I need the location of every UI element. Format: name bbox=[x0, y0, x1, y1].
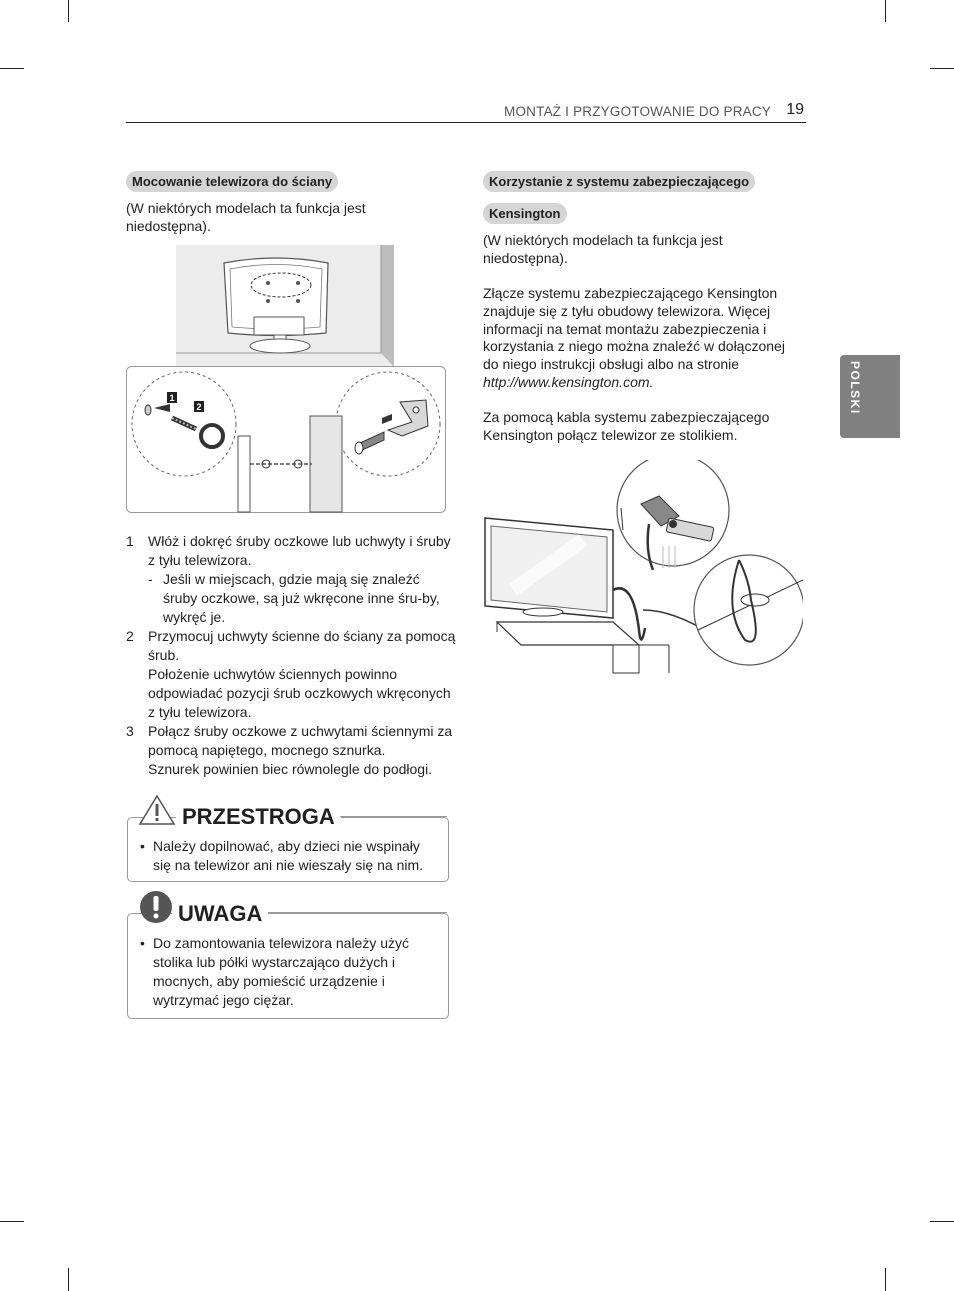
caution-rule bbox=[340, 816, 447, 817]
language-tab-label: POLSKI bbox=[848, 361, 862, 415]
caution-text: Należy dopilnować, aby dzieci nie wspinały się na telewizor ani nie wieszały się na nim. bbox=[153, 838, 424, 873]
right-note-text: (W niektórych modelach ta funkcja jest niedostępna). bbox=[483, 232, 723, 266]
list-sub-item bbox=[126, 570, 456, 627]
note-bullet bbox=[140, 934, 440, 1010]
bullet-dot: • bbox=[140, 838, 145, 854]
bullet-dot: • bbox=[140, 935, 145, 951]
step-text: Włóż i dokręć śruby oczkowe lub uchwyty i śruby z tyłu telewizora. bbox=[148, 533, 451, 568]
page-header bbox=[126, 100, 806, 123]
note-rule bbox=[268, 912, 447, 913]
eye-bolt-bracket-illustration bbox=[126, 366, 446, 514]
crop-mark bbox=[930, 68, 954, 69]
tv-back-wall-illustration bbox=[176, 245, 394, 367]
right-text bbox=[483, 232, 798, 444]
wall-mount-steps bbox=[126, 532, 456, 779]
dash-marker: - bbox=[148, 571, 153, 587]
step-extra-text: Położenie uchwytów ściennych powinno odpowiadać pozycji śrub oczkowych wkręconych z tyłu telewizora. bbox=[148, 666, 451, 720]
list-item bbox=[126, 532, 456, 570]
kensington-description: Złącze systemu zabezpieczającego Kensington znajduje się z tyłu obudowy telewizora. Więcej informacji na temat montażu zabezpieczenia i korzystania z niego można znaleźć w dołączonej do niego instrukcji obsługi albo na stronie bbox=[483, 285, 785, 372]
crop-mark bbox=[68, 0, 69, 22]
section-title-wall-mount: Mocowanie telewizora do ściany bbox=[126, 171, 338, 192]
crop-mark bbox=[930, 1221, 954, 1222]
step-sub-text: Jeśli w miejscach, gdzie mają się znaleźć śruby oczkowe, są już wkręcone inne śru-by, wykręć je. bbox=[163, 571, 440, 625]
crop-mark bbox=[68, 1268, 69, 1291]
left-note-text: (W niektórych modelach ta funkcja jest niedostępna). bbox=[126, 200, 366, 234]
caution-title: PRZESTROGA bbox=[176, 804, 341, 830]
step-number: 2 bbox=[126, 628, 134, 644]
kensington-url[interactable]: http://www.kensington.com. bbox=[483, 373, 654, 390]
crop-mark bbox=[0, 1221, 24, 1222]
figure-label-1: 1 bbox=[169, 393, 175, 403]
note-text: Do zamontowania telewizora należy użyć stolika lub półki wystarczająco dużych i mocnych, aby pomieścić urządzenie i wytrzymać jego ciężar. bbox=[153, 935, 410, 1008]
crop-mark bbox=[0, 68, 24, 69]
list-item bbox=[126, 627, 456, 722]
step-text: Przymocuj uchwyty ścienne do ściany za pomocą śrub. bbox=[148, 628, 456, 663]
language-tab bbox=[840, 355, 900, 438]
list-item bbox=[126, 722, 456, 779]
crop-mark bbox=[885, 0, 886, 22]
header-title: MONTAŻ I PRZYGOTOWANIE DO PRACY bbox=[504, 104, 771, 119]
subsection-title-kensington: Kensington bbox=[483, 203, 567, 224]
crop-mark bbox=[885, 1268, 886, 1291]
section-title-kensington: Korzystanie z systemu zabezpieczającego bbox=[483, 171, 755, 192]
page-number: 19 bbox=[786, 101, 804, 118]
warning-triangle-icon bbox=[138, 794, 176, 826]
step-number: 3 bbox=[126, 723, 134, 739]
kensington-instruction: Za pomocą kabla systemu zabezpieczającego Kensington połącz telewizor ze stolikiem. bbox=[483, 409, 770, 443]
kensington-lock-illustration bbox=[483, 460, 803, 675]
caution-bullet bbox=[140, 837, 440, 875]
step-text: Połącz śruby oczkowe z uchwytami ściennymi za pomocą napiętego, mocnego sznurka. bbox=[148, 723, 453, 758]
figure-label-2: 2 bbox=[196, 402, 202, 412]
step-number: 1 bbox=[126, 533, 134, 549]
note-title: UWAGA bbox=[172, 901, 268, 927]
step-extra-text: Sznurek powinien biec równolegle do podłogi. bbox=[148, 761, 433, 777]
exclamation-icon bbox=[139, 890, 173, 924]
left-note bbox=[126, 200, 426, 235]
